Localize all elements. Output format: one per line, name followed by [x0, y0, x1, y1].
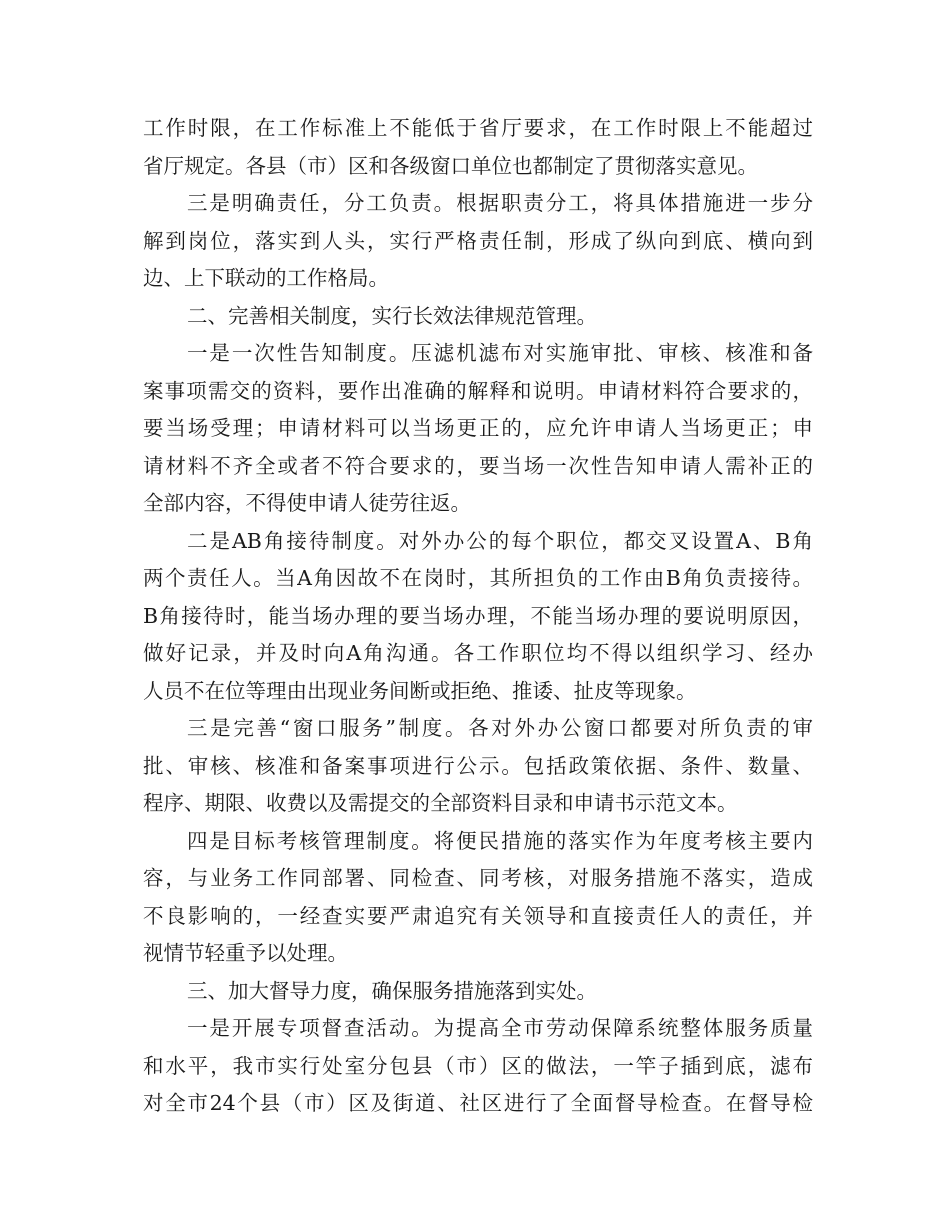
text-line: 三是明确责任，分工负责。根据职责分工，将具体措施进一步分 — [187, 191, 813, 215]
text-line: 批、审核、核准和备案事项进行公示。包括政策依据、条件、数量、 — [143, 753, 813, 778]
text-line: B角接待时，能当场办理的要当场办理，不能当场办理的要说明原因， — [143, 603, 813, 628]
text-line: 人员不在位等理由出现业务间断或拒绝、推诿、扯皮等现象。 — [143, 678, 697, 703]
text-line: 全部内容，不得使申请人徒劳往返。 — [143, 491, 471, 515]
text-line: 程序、期限、收费以及需提交的全部资料目录和申请书示范文本。 — [143, 791, 738, 815]
text-line: 请材料不齐全或者不符合要求的，要当场一次性告知申请人需补正的 — [143, 453, 813, 478]
text-line: 三是完善“窗口服务”制度。各对外办公窗口都要对所负责的审 — [187, 716, 813, 740]
text-line: 不良影响的，一经查实要严肃追究有关领导和直接责任人的责任，并 — [143, 903, 813, 928]
text-line: 二是AB角接待制度。对外办公的每个职位，都交叉设置A、B角 — [187, 528, 813, 553]
text-line: 对全市24个县（市）区及街道、社区进行了全面督导检查。在督导检 — [143, 1091, 813, 1115]
text-line: 边、上下联动的工作格局。 — [143, 266, 389, 290]
text-line: 四是目标考核管理制度。将便民措施的落实作为年度考核主要内 — [187, 828, 813, 853]
text-line: 案事项需交的资料，要作出准确的解释和说明。申请材料符合要求的， — [143, 378, 813, 403]
text-line: 容，与业务工作同部署、同检查、同考核，对服务措施不落实，造成 — [143, 866, 813, 890]
text-line: 工作时限，在工作标准上不能低于省厅要求，在工作时限上不能超过 — [143, 116, 813, 140]
text-line: 和水平，我市实行处室分包县（市）区的做法，一竿子插到底，滤布 — [143, 1053, 813, 1078]
text-line: 做好记录，并及时向A角沟通。各工作职位均不得以组织学习、经办 — [143, 641, 813, 665]
text-line: 解到岗位，落实到人头，实行严格责任制，形成了纵向到底、横向到 — [143, 228, 813, 253]
text-line: 一是开展专项督查活动。为提高全市劳动保障系统整体服务质量 — [187, 1016, 813, 1040]
text-line: 二、完善相关制度，实行长效法律规范管理。 — [187, 303, 597, 328]
text-line: 视情节轻重予以处理。 — [143, 941, 348, 965]
text-line: 三、加大督导力度，确保服务措施落到实处。 — [187, 978, 597, 1003]
text-line: 省厅规定。各县（市）区和各级窗口单位也都制定了贯彻落实意见。 — [143, 153, 758, 178]
document-body — [143, 110, 813, 1123]
text-line: 两个责任人。当A角因故不在岗时，其所担负的工作由B角负责接待。 — [143, 566, 813, 590]
text-line: 要当场受理；申请材料可以当场更正的，应允许申请人当场更正；申 — [143, 416, 813, 440]
text-line: 一是一次性告知制度。压滤机滤布对实施审批、审核、核准和备 — [187, 341, 813, 365]
